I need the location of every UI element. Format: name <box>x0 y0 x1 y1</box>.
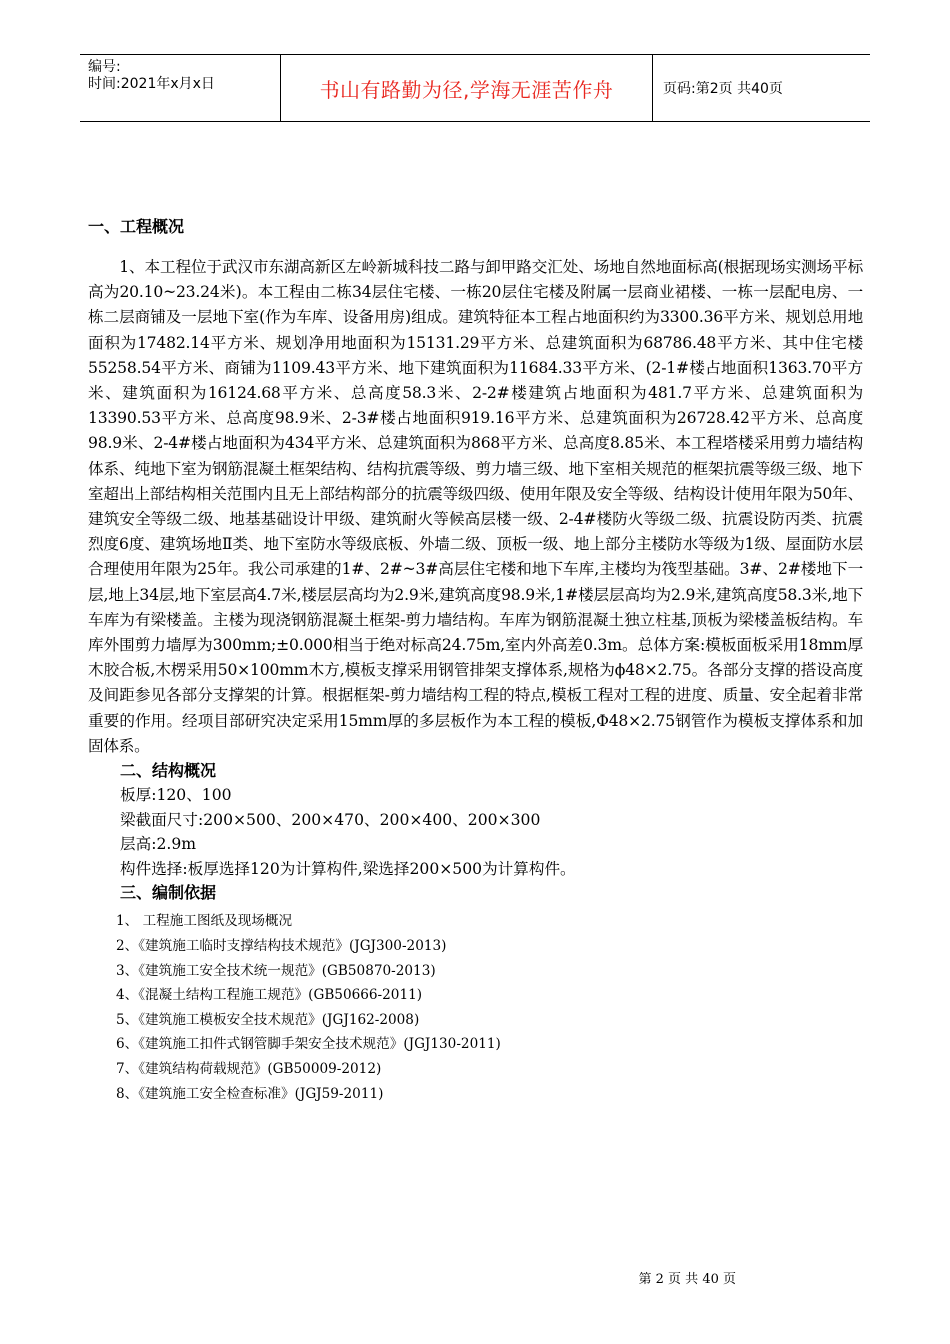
overview-paragraph: 1、本工程位于武汉市东湖高新区左岭新城科技二路与卸甲路交汇处、场地自然地面标高(根据现场实测场平标高为20.10~23.24米)。本工程由二栋34层住宅楼、一栋20层住宅楼及附属一层商业裙楼、一栋一层配电房、一栋二层商铺及一层地下室(作为车库、设备用房)组成。建筑特征本工程占地面积约为3300.36平方米、规划总用地面积为17482.14平方米、规划净用地面积为15131.29平方米、总建筑面积为68786.48平方米、其中住宅楼55258.54平方米、商铺为1109.43平方米、地下建筑面积为11684.33平方米、(2-1#楼占地面积1363.70平方米、建筑面积为16124.68平方米、总高度58.3米、2-2#楼建筑占地面积为481.7平方米、总建筑面积为13390.53平方米、总高度98.9米、2-3#楼占地面积919.16平方米、总建筑面积为26728.42平方米、总高度98.9米、2-4#楼占地面积为434平方米、总建筑面积为868平方米、总高度8.85米、本工程塔楼采用剪力墙结构体系、纯地下室为钢筋混凝土框架结构、结构抗震等级、剪力墙三级、地下室相关规范的框架抗震等级三级、地下室超出上部结构相关范围内且无上部结构部分的抗震等级四级、使用年限及安全等级、结构设计使用年限为50年、建筑安全等级二级、地基基础设计甲级、建筑耐火等候高层楼一级、2-4#楼防火等级二级、抗震设防丙类、抗震烈度6度、建筑场地Ⅱ类、地下室防水等级底板、外墙二级、顶板一级、地上部分主楼防水等级为1级、屋面防水层合理使用年限为25年。我公司承建的1#、2#~3#高层住宅楼和地下车库,主楼均为筏型基础。3#、2#楼地下一层,地上34层,地下室层高4.7米,楼层层高均为2.9米,建筑高度98.9米,1#楼层层高均为2.9米,建筑高度58.3米,地下车库为有梁楼盖。主楼为现浇钢筋混凝土框架-剪力墙结构。车库为钢筋混凝土独立柱基,顶板为梁楼盖板结构。车库外围剪力墙厚为300mm;±0.000相当于绝对标高24.75m,室内外高差0.3m。总体方案:模板面板采用18mm厚木胶合板,木楞采用50×100mm木方,模板支撑采用钢管排架支撑体系,规格为ϕ48×2.75。各部分支撑的搭设高度及间距参见各部分支撑架的计算。根据框架-剪力墙结构工程的特点,模板工程对工程的进度、质量、安全起着非常重要的作用。经项目部研究决定采用15mm厚的多层板作为本工程的模板,Φ48×2.75钢管作为模板支撑体系和加固体系。 <box>88 258 863 755</box>
header-motto: 书山有路勤为径,学海无涯苦作舟 <box>281 55 653 121</box>
document-number-label: 编号: <box>88 59 121 75</box>
structure-line: 层高:2.9m <box>120 835 197 854</box>
structure-line: 梁截面尺寸:200×500、200×470、200×400、200×300 <box>120 810 541 829</box>
page-footer: 第 2 页 共 40 页 <box>638 1272 736 1287</box>
document-body <box>88 214 863 1106</box>
document-time-label: 时间:2021年x月x日 <box>88 76 215 92</box>
reference-item: 7、《建筑结构荷载规范》(GB50009-2012) <box>116 1061 382 1077</box>
structure-line: 板厚:120、100 <box>120 786 232 805</box>
reference-item: 5、《建筑施工模板安全技术规范》(JGJ162-2008) <box>116 1011 420 1028</box>
reference-list <box>88 909 863 1106</box>
section-heading-structure: 二、结构概况 <box>120 761 217 781</box>
section-heading-overview: 一、工程概况 <box>88 217 185 236</box>
page-header <box>80 54 870 122</box>
reference-item: 4、《混凝土结构工程施工规范》(GB50666-2011) <box>116 987 423 1004</box>
reference-item: 6、《建筑施工扣件式钢管脚手架安全技术规范》(JGJ130-2011) <box>116 1036 501 1053</box>
reference-item: 8、《建筑施工安全检查标准》(JGJ59-2011) <box>116 1085 384 1102</box>
header-page-label: 页码:第2页 共40页 <box>663 81 783 97</box>
structure-line: 构件选择:板厚选择120为计算构件,梁选择200×500为计算构件。 <box>120 859 576 878</box>
reference-item: 3、《建筑施工安全技术统一规范》(GB50870-2013) <box>116 962 436 979</box>
reference-item: 2、《建筑施工临时支撑结构技术规范》(JGJ300-2013) <box>116 938 447 955</box>
section-heading-basis: 三、编制依据 <box>120 883 217 903</box>
reference-item: 1、 工程施工图纸及现场概况 <box>116 913 293 930</box>
header-meta <box>80 55 281 121</box>
